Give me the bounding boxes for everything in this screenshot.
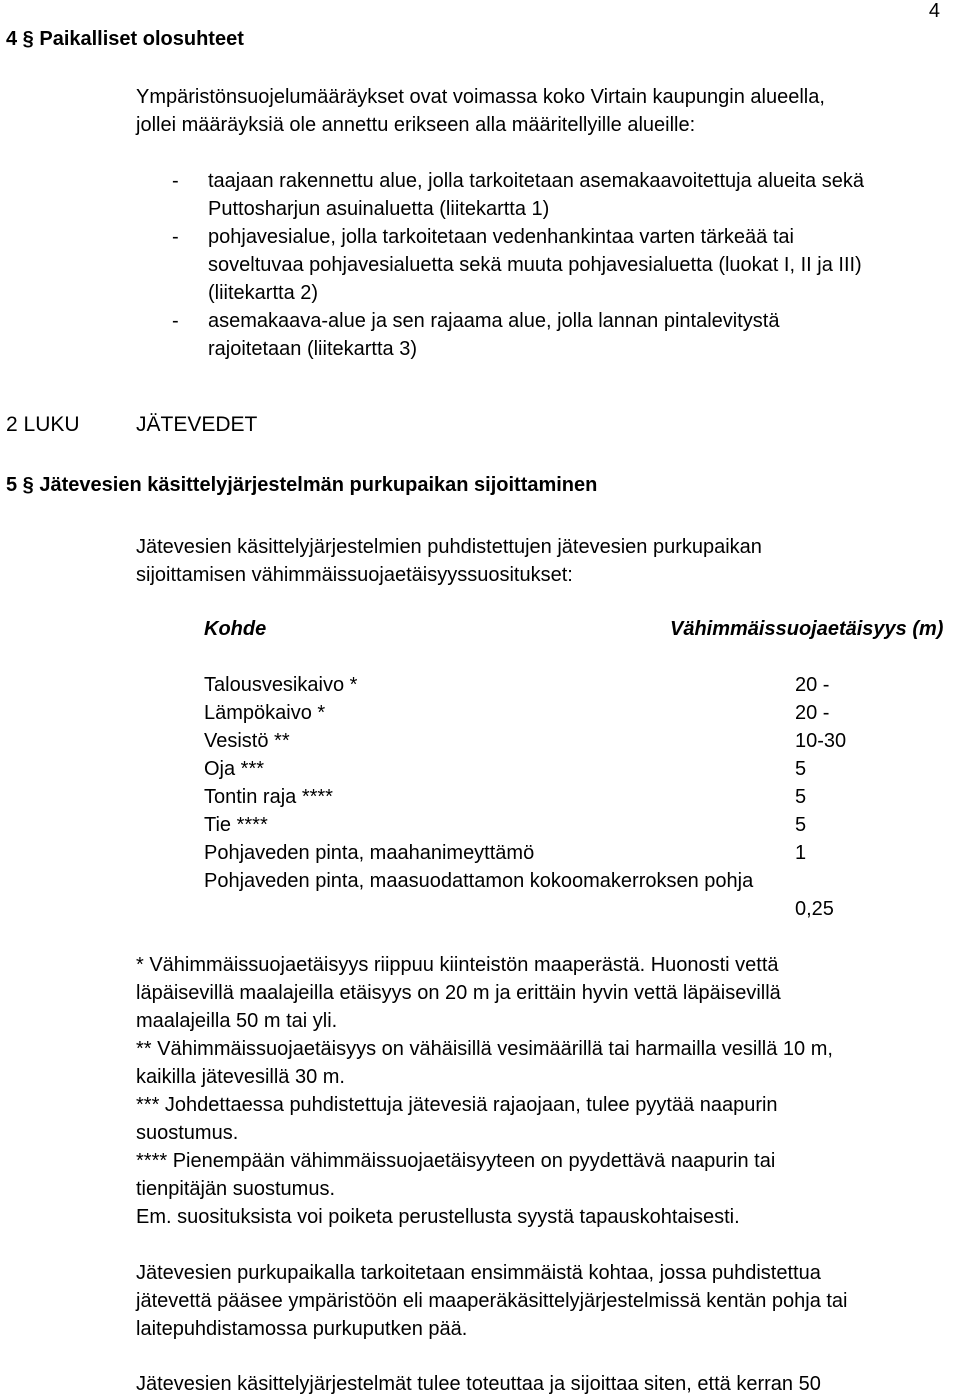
table-row-distance: 10-30 bbox=[795, 730, 847, 752]
table-row-target: Tontin raja **** bbox=[204, 786, 333, 808]
bullet-1-line-1: taajaan rakennettu alue, jolla tarkoitetaan asemakaavoitettuja alueita sekä bbox=[208, 170, 864, 192]
section-4-intro-line-1: Ympäristönsuojelumääräykset ovat voimassa koko Virtain kaupungin alueella, bbox=[136, 86, 825, 108]
section-5-intro-line-1: Jätevesien käsittelyjärjestelmien puhdistettujen jätevesien purkupaikan bbox=[136, 536, 762, 558]
section-5-intro-line-2: sijoittamisen vähimmäissuojaetäisyyssuositukset: bbox=[136, 564, 573, 586]
bullet-dash: - bbox=[172, 226, 179, 248]
chapter-number: 2 LUKU bbox=[6, 413, 80, 436]
bullet-dash: - bbox=[172, 310, 179, 332]
table-row-target: Talousvesikaivo * bbox=[204, 674, 358, 696]
table-row-target: Tie **** bbox=[204, 814, 268, 836]
paragraph-line: Jätevesien käsittelyjärjestelmät tulee toteuttaa ja sijoittaa siten, että kerran 50 bbox=[136, 1373, 821, 1395]
table-row-target: Pohjaveden pinta, maahanimeyttämö bbox=[204, 842, 535, 864]
footnote-line: maalajeilla 50 m tai yli. bbox=[136, 1010, 338, 1032]
bullet-2-line-2: soveltuvaa pohjavesialuetta sekä muuta pohjavesialuetta (luokat I, II ja III) bbox=[208, 254, 862, 276]
table-row-distance: 0,25 bbox=[795, 898, 834, 920]
table-row-distance: 1 bbox=[795, 842, 807, 864]
table-row-target: Oja *** bbox=[204, 758, 265, 780]
table-row-distance: 20 - bbox=[795, 702, 830, 724]
table-row-distance: 5 bbox=[795, 814, 807, 836]
footnote-line: tienpitäjän suostumus. bbox=[136, 1178, 336, 1200]
section-4-intro-line-2: jollei määräyksiä ole annettu erikseen alla määritellyille alueille: bbox=[136, 114, 696, 136]
table-row-distance: 5 bbox=[795, 758, 807, 780]
footnote-line: läpäisevillä maalajeilla etäisyys on 20 m ja erittäin hyvin vettä läpäisevillä bbox=[136, 982, 781, 1004]
table-row-distance: 5 bbox=[795, 786, 807, 808]
footnote-line: Em. suosituksista voi poiketa perustellusta syystä tapauskohtaisesti. bbox=[136, 1206, 740, 1228]
table-row-target: Vesistö ** bbox=[204, 730, 290, 752]
section-4-heading: 4 § Paikalliset olosuhteet bbox=[6, 28, 244, 50]
bullet-2-line-3: (liitekartta 2) bbox=[208, 282, 319, 304]
bullet-2-line-1: pohjavesialue, jolla tarkoitetaan vedenhankintaa varten tärkeää tai bbox=[208, 226, 794, 248]
paragraph-line: jätevettä pääsee ympäristöön eli maaperäkäsittelyjärjestelmissä kentän pohja tai bbox=[136, 1290, 848, 1312]
footnote-line: **** Pienempään vähimmäissuojaetäisyyteen on pyydettävä naapurin tai bbox=[136, 1150, 776, 1172]
section-5-heading: 5 § Jätevesien käsittelyjärjestelmän purkupaikan sijoittaminen bbox=[6, 474, 598, 496]
footnote-line: kaikilla jätevesillä 30 m. bbox=[136, 1066, 345, 1088]
footnote-line: * Vähimmäissuojaetäisyys riippuu kiinteistön maaperästä. Huonosti vettä bbox=[136, 954, 779, 976]
footnote-line: *** Johdettaessa puhdistettuja jätevesiä rajaojaan, tulee pyytää naapurin bbox=[136, 1094, 778, 1116]
paragraph-line: Jätevesien purkupaikalla tarkoitetaan ensimmäistä kohtaa, jossa puhdistettua bbox=[136, 1262, 821, 1284]
chapter-title: JÄTEVEDET bbox=[136, 413, 258, 436]
paragraph-line: laitepuhdistamossa purkuputken pää. bbox=[136, 1318, 468, 1340]
column-header-target: Kohde bbox=[204, 618, 267, 640]
bullet-3-line-2: rajoitetaan (liitekartta 3) bbox=[208, 338, 417, 360]
bullet-1-line-2: Puttosharjun asuinaluetta (liitekartta 1) bbox=[208, 198, 550, 220]
table-row-distance: 20 - bbox=[795, 674, 830, 696]
footnote-line: ** Vähimmäissuojaetäisyys on vähäisillä vesimäärillä tai harmailla vesillä 10 m, bbox=[136, 1038, 833, 1060]
page-number: 4 bbox=[928, 0, 940, 22]
bullet-3-line-1: asemakaava-alue ja sen rajaama alue, jolla lannan pintalevitystä bbox=[208, 310, 780, 332]
table-row-target: Pohjaveden pinta, maasuodattamon kokoomakerroksen pohja bbox=[204, 870, 754, 892]
table-row-target: Lämpökaivo * bbox=[204, 702, 326, 724]
bullet-dash: - bbox=[172, 170, 179, 192]
column-header-distance: Vähimmäissuojaetäisyys (m) bbox=[670, 618, 944, 640]
footnote-line: suostumus. bbox=[136, 1122, 239, 1144]
